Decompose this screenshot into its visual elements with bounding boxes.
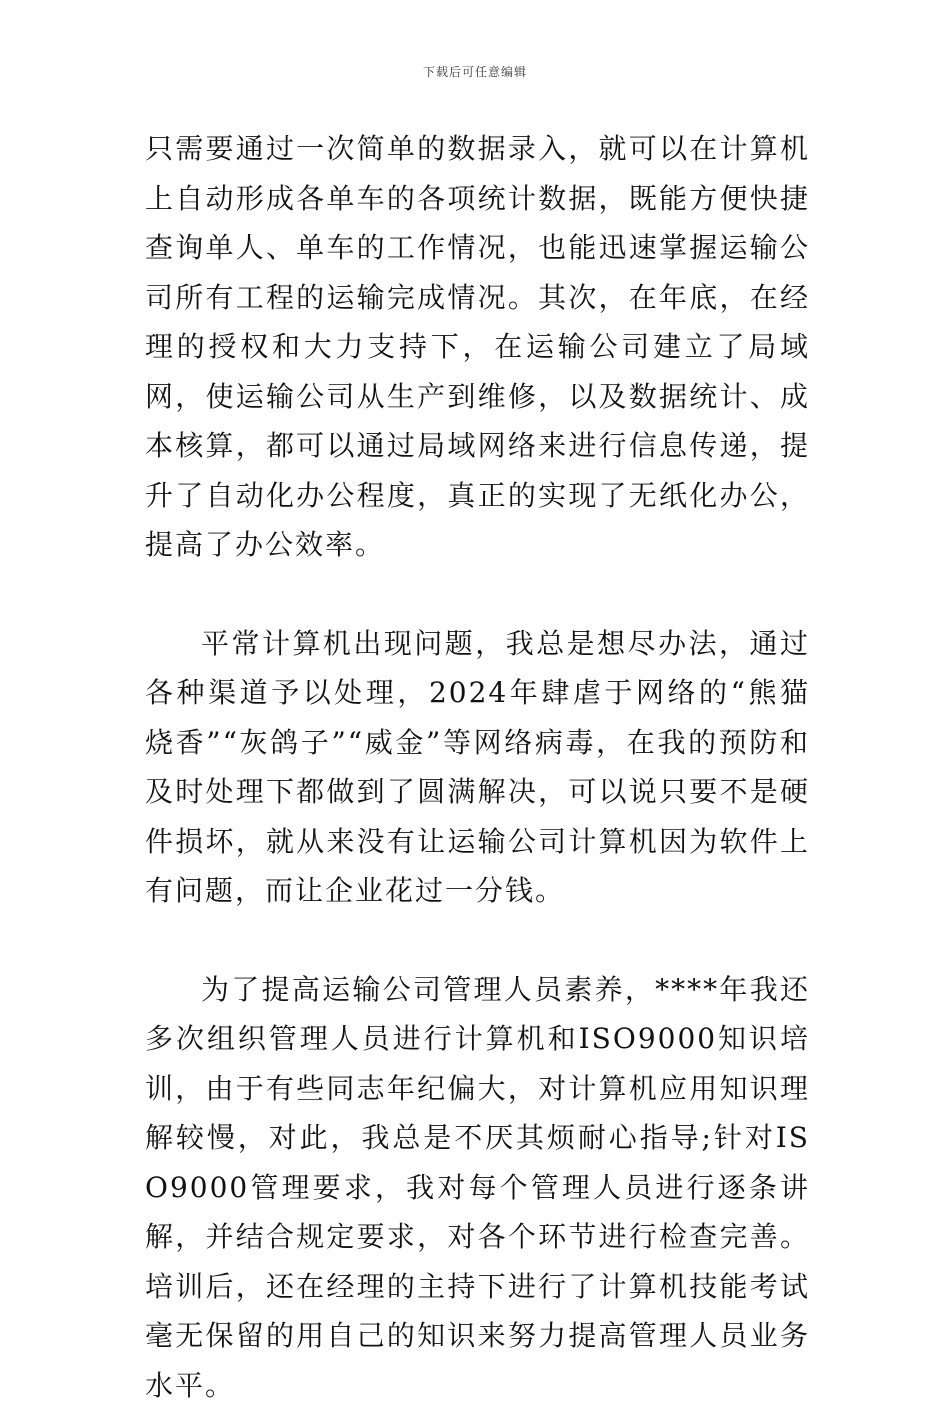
document-body	[145, 124, 810, 1410]
page-header-note: 下载后可任意编辑	[0, 64, 950, 80]
paragraph-spacer	[145, 916, 810, 965]
paragraph-2: 平常计算机出现问题，我总是想尽办法，通过各种渠道予以处理，2024年肆虐于网络的“熊猫烧香”“灰鸽子”“威金”等网络病毒，在我的预防和及时处理下都做到了圆满解决，可以说只要不是硬件损坏，就从来没有让运输公司计算机因为软件上有问题，而让企业花过一分钱。	[145, 619, 810, 916]
paragraph-1: 只需要通过一次简单的数据录入，就可以在计算机上自动形成各单车的各项统计数据，既能方便快捷查询单人、单车的工作情况，也能迅速掌握运输公司所有工程的运输完成情况。其次，在年底，在经理的授权和大力支持下，在运输公司建立了局域网，使运输公司从生产到维修，以及数据统计、成本核算，都可以通过局域网络来进行信息传递，提升了自动化办公程度，真正的实现了无纸化办公，提高了办公效率。	[145, 124, 810, 570]
paragraph-3: 为了提高运输公司管理人员素养，****年我还多次组织管理人员进行计算机和ISO9000知识培训，由于有些同志年纪偏大，对计算机应用知识理解较慢，对此，我总是不厌其烦耐心指导;针对ISO9000管理要求，我对每个管理人员进行逐条讲解，并结合规定要求，对各个环节进行检查完善。培训后，还在经理的主持下进行了计算机技能考试毫无保留的用自己的知识来努力提高管理人员业务水平。	[145, 965, 810, 1410]
paragraph-spacer	[145, 570, 810, 619]
